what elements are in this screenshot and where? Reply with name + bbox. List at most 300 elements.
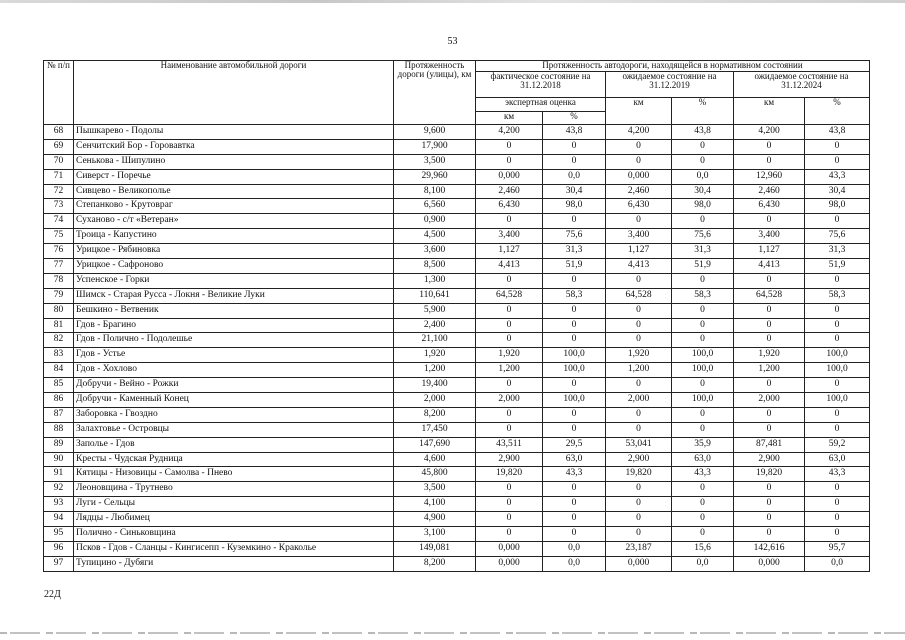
road-length: 9,600 bbox=[394, 125, 476, 140]
road-name: Полично - Синьковщина bbox=[74, 527, 394, 542]
road-length: 1,200 bbox=[394, 363, 476, 378]
table-row bbox=[44, 467, 870, 482]
km-2019: 6,430 bbox=[606, 199, 672, 214]
row-number: 86 bbox=[44, 393, 74, 408]
row-number: 95 bbox=[44, 527, 74, 542]
roads-table bbox=[43, 60, 870, 572]
km-2019: 0,000 bbox=[606, 556, 672, 571]
row-number: 71 bbox=[44, 169, 74, 184]
road-name: Пышкарево - Подолы bbox=[74, 125, 394, 140]
table-body bbox=[44, 125, 870, 572]
km-2018: 1,127 bbox=[476, 244, 543, 259]
pct-2019: 0,0 bbox=[672, 169, 734, 184]
pct-2024: 0,0 bbox=[805, 556, 870, 571]
pct-2019: 15,6 bbox=[672, 541, 734, 556]
km-2019: 0 bbox=[606, 318, 672, 333]
road-name: Шимск - Старая Русса - Локня - Великие Луки bbox=[74, 288, 394, 303]
km-2019: 0 bbox=[606, 482, 672, 497]
row-number: 74 bbox=[44, 214, 74, 229]
table-row bbox=[44, 288, 870, 303]
row-number: 89 bbox=[44, 437, 74, 452]
header-km-2019: км bbox=[606, 98, 672, 125]
road-name: Кятицы - Низовицы - Самолва - Пнево bbox=[74, 467, 394, 482]
km-2019: 4,413 bbox=[606, 259, 672, 274]
km-2024: 2,000 bbox=[734, 393, 805, 408]
road-length: 1,920 bbox=[394, 348, 476, 363]
road-length: 17,450 bbox=[394, 422, 476, 437]
row-number: 68 bbox=[44, 125, 74, 140]
road-name: Заполье - Гдов bbox=[74, 437, 394, 452]
pct-2024: 0 bbox=[805, 512, 870, 527]
road-name: Заборовка - Гвоздно bbox=[74, 407, 394, 422]
table-row bbox=[44, 303, 870, 318]
row-number: 80 bbox=[44, 303, 74, 318]
pct-2019: 58,3 bbox=[672, 288, 734, 303]
km-2024: 0 bbox=[734, 497, 805, 512]
pct-2018: 0,0 bbox=[543, 556, 606, 571]
pct-2019: 0 bbox=[672, 497, 734, 512]
km-2019: 0,000 bbox=[606, 169, 672, 184]
header-km-2018: км bbox=[476, 112, 543, 125]
row-number: 70 bbox=[44, 154, 74, 169]
km-2018: 0 bbox=[476, 303, 543, 318]
road-name: Бешкино - Ветвеник bbox=[74, 303, 394, 318]
table-row bbox=[44, 393, 870, 408]
km-2018: 43,511 bbox=[476, 437, 543, 452]
pct-2019: 43,8 bbox=[672, 125, 734, 140]
pct-2019: 0 bbox=[672, 407, 734, 422]
pct-2018: 30,4 bbox=[543, 184, 606, 199]
pct-2018: 0 bbox=[543, 482, 606, 497]
road-length: 6,560 bbox=[394, 199, 476, 214]
table-row bbox=[44, 154, 870, 169]
pct-2018: 75,6 bbox=[543, 229, 606, 244]
road-name: Гдов - Устье bbox=[74, 348, 394, 363]
km-2019: 0 bbox=[606, 154, 672, 169]
km-2019: 1,200 bbox=[606, 363, 672, 378]
row-number: 73 bbox=[44, 199, 74, 214]
pct-2019: 30,4 bbox=[672, 184, 734, 199]
km-2019: 2,000 bbox=[606, 393, 672, 408]
pct-2019: 0 bbox=[672, 139, 734, 154]
km-2024: 0 bbox=[734, 139, 805, 154]
km-2018: 4,413 bbox=[476, 259, 543, 274]
road-name: Сивцево - Великополье bbox=[74, 184, 394, 199]
table-row bbox=[44, 482, 870, 497]
km-2018: 0 bbox=[476, 154, 543, 169]
table-row bbox=[44, 556, 870, 571]
pct-2018: 43,8 bbox=[543, 125, 606, 140]
road-length: 1,300 bbox=[394, 273, 476, 288]
road-name: Урицкое - Рябиновка bbox=[74, 244, 394, 259]
km-2018: 0 bbox=[476, 422, 543, 437]
pct-2024: 0 bbox=[805, 214, 870, 229]
km-2018: 0 bbox=[476, 139, 543, 154]
road-length: 3,600 bbox=[394, 244, 476, 259]
km-2019: 0 bbox=[606, 407, 672, 422]
km-2018: 0,000 bbox=[476, 169, 543, 184]
pct-2018: 98,0 bbox=[543, 199, 606, 214]
km-2019: 1,127 bbox=[606, 244, 672, 259]
km-2018: 19,820 bbox=[476, 467, 543, 482]
row-number: 81 bbox=[44, 318, 74, 333]
table-row bbox=[44, 273, 870, 288]
pct-2018: 0 bbox=[543, 512, 606, 527]
km-2018: 6,430 bbox=[476, 199, 543, 214]
pct-2019: 43,3 bbox=[672, 467, 734, 482]
pct-2018: 0 bbox=[543, 139, 606, 154]
km-2024: 0 bbox=[734, 422, 805, 437]
page-number: 53 bbox=[447, 36, 458, 47]
km-2018: 0 bbox=[476, 378, 543, 393]
pct-2024: 58,3 bbox=[805, 288, 870, 303]
pct-2019: 0 bbox=[672, 273, 734, 288]
km-2024: 1,127 bbox=[734, 244, 805, 259]
pct-2024: 0 bbox=[805, 497, 870, 512]
table-row bbox=[44, 378, 870, 393]
row-number: 93 bbox=[44, 497, 74, 512]
table-row bbox=[44, 125, 870, 140]
road-name: Сенькова - Шипулино bbox=[74, 154, 394, 169]
km-2024: 6,430 bbox=[734, 199, 805, 214]
km-2018: 2,460 bbox=[476, 184, 543, 199]
km-2019: 0 bbox=[606, 303, 672, 318]
road-length: 3,500 bbox=[394, 482, 476, 497]
pct-2019: 0 bbox=[672, 512, 734, 527]
km-2018: 0,000 bbox=[476, 541, 543, 556]
table-row bbox=[44, 169, 870, 184]
road-name: Успенское - Горки bbox=[74, 273, 394, 288]
row-number: 76 bbox=[44, 244, 74, 259]
road-name: Псков - Гдов - Сланцы - Кингисепп - Куземкино - Краколье bbox=[74, 541, 394, 556]
road-length: 29,960 bbox=[394, 169, 476, 184]
table-row bbox=[44, 214, 870, 229]
road-length: 2,000 bbox=[394, 393, 476, 408]
km-2024: 12,960 bbox=[734, 169, 805, 184]
road-name: Добручи - Вейно - Рожки bbox=[74, 378, 394, 393]
pct-2024: 0 bbox=[805, 273, 870, 288]
row-number: 85 bbox=[44, 378, 74, 393]
km-2024: 2,900 bbox=[734, 452, 805, 467]
km-2024: 0 bbox=[734, 512, 805, 527]
pct-2018: 58,3 bbox=[543, 288, 606, 303]
km-2019: 0 bbox=[606, 422, 672, 437]
pct-2019: 0 bbox=[672, 482, 734, 497]
pct-2019: 0,0 bbox=[672, 556, 734, 571]
row-number: 83 bbox=[44, 348, 74, 363]
km-2024: 1,920 bbox=[734, 348, 805, 363]
pct-2018: 0,0 bbox=[543, 541, 606, 556]
road-length: 4,500 bbox=[394, 229, 476, 244]
row-number: 97 bbox=[44, 556, 74, 571]
pct-2018: 100,0 bbox=[543, 348, 606, 363]
road-name: Гдов - Брагино bbox=[74, 318, 394, 333]
km-2019: 3,400 bbox=[606, 229, 672, 244]
km-2018: 0 bbox=[476, 482, 543, 497]
header-pct-2018: % bbox=[543, 112, 606, 125]
pct-2019: 0 bbox=[672, 378, 734, 393]
km-2018: 1,200 bbox=[476, 363, 543, 378]
km-2024: 0,000 bbox=[734, 556, 805, 571]
row-number: 75 bbox=[44, 229, 74, 244]
road-length: 45,800 bbox=[394, 467, 476, 482]
road-name: Степанково - Крутовраг bbox=[74, 199, 394, 214]
km-2019: 0 bbox=[606, 512, 672, 527]
km-2019: 1,920 bbox=[606, 348, 672, 363]
km-2019: 0 bbox=[606, 497, 672, 512]
km-2018: 2,000 bbox=[476, 393, 543, 408]
pct-2019: 63,0 bbox=[672, 452, 734, 467]
km-2024: 0 bbox=[734, 378, 805, 393]
road-length: 3,500 bbox=[394, 154, 476, 169]
pct-2018: 51,9 bbox=[543, 259, 606, 274]
pct-2019: 0 bbox=[672, 333, 734, 348]
km-2024: 4,200 bbox=[734, 125, 805, 140]
pct-2024: 63,0 bbox=[805, 452, 870, 467]
pct-2024: 100,0 bbox=[805, 393, 870, 408]
km-2024: 0 bbox=[734, 303, 805, 318]
road-length: 4,600 bbox=[394, 452, 476, 467]
pct-2018: 100,0 bbox=[543, 363, 606, 378]
row-number: 69 bbox=[44, 139, 74, 154]
km-2024: 0 bbox=[734, 154, 805, 169]
km-2019: 4,200 bbox=[606, 125, 672, 140]
road-name: Сиверст - Поречье bbox=[74, 169, 394, 184]
road-length: 147,690 bbox=[394, 437, 476, 452]
km-2019: 2,900 bbox=[606, 452, 672, 467]
road-name: Кресты - Чудская Рудница bbox=[74, 452, 394, 467]
km-2018: 2,900 bbox=[476, 452, 543, 467]
pct-2019: 100,0 bbox=[672, 393, 734, 408]
table-row bbox=[44, 318, 870, 333]
table-row bbox=[44, 139, 870, 154]
pct-2019: 98,0 bbox=[672, 199, 734, 214]
table-row bbox=[44, 497, 870, 512]
pct-2018: 0 bbox=[543, 407, 606, 422]
km-2019: 23,187 bbox=[606, 541, 672, 556]
road-length: 8,200 bbox=[394, 556, 476, 571]
km-2019: 0 bbox=[606, 273, 672, 288]
header-expert-assessment: экспертная оценка bbox=[476, 98, 606, 112]
road-length: 110,641 bbox=[394, 288, 476, 303]
scan-artifact-bottom bbox=[0, 632, 905, 634]
km-2019: 0 bbox=[606, 333, 672, 348]
road-name: Урицкое - Сафроново bbox=[74, 259, 394, 274]
km-2019: 19,820 bbox=[606, 467, 672, 482]
header-expected-2024: ожидаемое состояние на 31.12.2024 bbox=[734, 72, 870, 98]
km-2018: 4,200 bbox=[476, 125, 543, 140]
km-2018: 0 bbox=[476, 407, 543, 422]
pct-2024: 0 bbox=[805, 139, 870, 154]
km-2019: 64,528 bbox=[606, 288, 672, 303]
row-number: 88 bbox=[44, 422, 74, 437]
row-number: 77 bbox=[44, 259, 74, 274]
pct-2024: 0 bbox=[805, 407, 870, 422]
pct-2019: 31,3 bbox=[672, 244, 734, 259]
table-row bbox=[44, 541, 870, 556]
pct-2018: 0 bbox=[543, 154, 606, 169]
road-length: 3,100 bbox=[394, 527, 476, 542]
km-2019: 2,460 bbox=[606, 184, 672, 199]
road-length: 4,900 bbox=[394, 512, 476, 527]
pct-2024: 59,2 bbox=[805, 437, 870, 452]
table-row bbox=[44, 527, 870, 542]
pct-2019: 0 bbox=[672, 303, 734, 318]
pct-2019: 75,6 bbox=[672, 229, 734, 244]
header-actual-2018: фактическое состояние на 31.12.2018 bbox=[476, 72, 606, 98]
table-row bbox=[44, 184, 870, 199]
pct-2018: 29,5 bbox=[543, 437, 606, 452]
pct-2018: 0 bbox=[543, 273, 606, 288]
row-number: 92 bbox=[44, 482, 74, 497]
pct-2024: 43,3 bbox=[805, 467, 870, 482]
km-2018: 0 bbox=[476, 273, 543, 288]
road-name: Луги - Сельцы bbox=[74, 497, 394, 512]
pct-2024: 0 bbox=[805, 154, 870, 169]
table-row bbox=[44, 512, 870, 527]
header-expected-2019: ожидаемое состояние на 31.12.2019 bbox=[606, 72, 734, 98]
scan-artifact-top bbox=[0, 0, 905, 3]
km-2018: 0 bbox=[476, 497, 543, 512]
road-length: 19,400 bbox=[394, 378, 476, 393]
pct-2019: 0 bbox=[672, 422, 734, 437]
pct-2018: 0 bbox=[543, 318, 606, 333]
row-number: 78 bbox=[44, 273, 74, 288]
row-number: 96 bbox=[44, 541, 74, 556]
km-2018: 0,000 bbox=[476, 556, 543, 571]
road-length: 8,200 bbox=[394, 407, 476, 422]
road-length: 21,100 bbox=[394, 333, 476, 348]
table-row bbox=[44, 333, 870, 348]
road-length: 8,100 bbox=[394, 184, 476, 199]
road-name: Лядцы - Любимец bbox=[74, 512, 394, 527]
document-code: 22Д bbox=[44, 589, 61, 600]
pct-2024: 75,6 bbox=[805, 229, 870, 244]
km-2024: 0 bbox=[734, 214, 805, 229]
header-length: Протяженность дороги (улицы), км bbox=[394, 61, 476, 125]
header-km-2024: км bbox=[734, 98, 805, 125]
road-name: Гдов - Полично - Подолешье bbox=[74, 333, 394, 348]
pct-2024: 31,3 bbox=[805, 244, 870, 259]
km-2019: 53,041 bbox=[606, 437, 672, 452]
pct-2018: 0 bbox=[543, 333, 606, 348]
km-2024: 0 bbox=[734, 333, 805, 348]
road-name: Гдов - Хохлово bbox=[74, 363, 394, 378]
pct-2024: 51,9 bbox=[805, 259, 870, 274]
km-2018: 0 bbox=[476, 333, 543, 348]
table-row bbox=[44, 229, 870, 244]
table-row bbox=[44, 348, 870, 363]
road-name: Залахтовье - Островцы bbox=[74, 422, 394, 437]
table-row bbox=[44, 363, 870, 378]
pct-2019: 0 bbox=[672, 527, 734, 542]
km-2024: 142,616 bbox=[734, 541, 805, 556]
pct-2018: 0 bbox=[543, 214, 606, 229]
pct-2024: 98,0 bbox=[805, 199, 870, 214]
road-name: Тупицино - Дубяги bbox=[74, 556, 394, 571]
km-2018: 64,528 bbox=[476, 288, 543, 303]
road-name: Добручи - Каменный Конец bbox=[74, 393, 394, 408]
row-number: 87 bbox=[44, 407, 74, 422]
row-number: 72 bbox=[44, 184, 74, 199]
road-name: Сенчитский Бор - Горовавтка bbox=[74, 139, 394, 154]
table-row bbox=[44, 244, 870, 259]
pct-2024: 100,0 bbox=[805, 348, 870, 363]
pct-2018: 31,3 bbox=[543, 244, 606, 259]
road-length: 149,081 bbox=[394, 541, 476, 556]
pct-2024: 0 bbox=[805, 378, 870, 393]
pct-2019: 100,0 bbox=[672, 348, 734, 363]
pct-2018: 0 bbox=[543, 378, 606, 393]
row-number: 94 bbox=[44, 512, 74, 527]
km-2024: 3,400 bbox=[734, 229, 805, 244]
road-name: Леоновщина - Трутнево bbox=[74, 482, 394, 497]
road-length: 0,900 bbox=[394, 214, 476, 229]
row-number: 79 bbox=[44, 288, 74, 303]
pct-2024: 100,0 bbox=[805, 363, 870, 378]
row-number: 90 bbox=[44, 452, 74, 467]
pct-2024: 0 bbox=[805, 333, 870, 348]
km-2024: 0 bbox=[734, 273, 805, 288]
pct-2024: 0 bbox=[805, 422, 870, 437]
km-2024: 64,528 bbox=[734, 288, 805, 303]
pct-2018: 0 bbox=[543, 303, 606, 318]
table-row bbox=[44, 452, 870, 467]
km-2024: 19,820 bbox=[734, 467, 805, 482]
km-2024: 1,200 bbox=[734, 363, 805, 378]
km-2024: 4,413 bbox=[734, 259, 805, 274]
header-road-name: Наименование автомобильной дороги bbox=[74, 61, 394, 125]
km-2024: 0 bbox=[734, 482, 805, 497]
km-2018: 0 bbox=[476, 214, 543, 229]
pct-2018: 0,0 bbox=[543, 169, 606, 184]
km-2024: 87,481 bbox=[734, 437, 805, 452]
km-2024: 0 bbox=[734, 527, 805, 542]
header-num: № п/п bbox=[44, 61, 74, 125]
pct-2018: 0 bbox=[543, 422, 606, 437]
pct-2024: 0 bbox=[805, 527, 870, 542]
road-length: 5,900 bbox=[394, 303, 476, 318]
road-name: Троица - Капустино bbox=[74, 229, 394, 244]
road-name: Суханово - с/т «Ветеран» bbox=[74, 214, 394, 229]
pct-2024: 30,4 bbox=[805, 184, 870, 199]
header-pct-2024: % bbox=[805, 98, 870, 125]
km-2018: 3,400 bbox=[476, 229, 543, 244]
km-2024: 0 bbox=[734, 318, 805, 333]
pct-2019: 35,9 bbox=[672, 437, 734, 452]
km-2019: 0 bbox=[606, 214, 672, 229]
road-length: 4,100 bbox=[394, 497, 476, 512]
pct-2024: 43,3 bbox=[805, 169, 870, 184]
pct-2024: 95,7 bbox=[805, 541, 870, 556]
pct-2018: 0 bbox=[543, 527, 606, 542]
row-number: 82 bbox=[44, 333, 74, 348]
pct-2018: 63,0 bbox=[543, 452, 606, 467]
header-pct-2019: % bbox=[672, 98, 734, 125]
pct-2024: 43,8 bbox=[805, 125, 870, 140]
pct-2024: 0 bbox=[805, 482, 870, 497]
km-2018: 0 bbox=[476, 512, 543, 527]
row-number: 91 bbox=[44, 467, 74, 482]
table-row bbox=[44, 259, 870, 274]
table-row bbox=[44, 422, 870, 437]
pct-2024: 0 bbox=[805, 318, 870, 333]
km-2018: 1,920 bbox=[476, 348, 543, 363]
km-2024: 0 bbox=[734, 407, 805, 422]
km-2019: 0 bbox=[606, 139, 672, 154]
km-2019: 0 bbox=[606, 378, 672, 393]
pct-2019: 100,0 bbox=[672, 363, 734, 378]
